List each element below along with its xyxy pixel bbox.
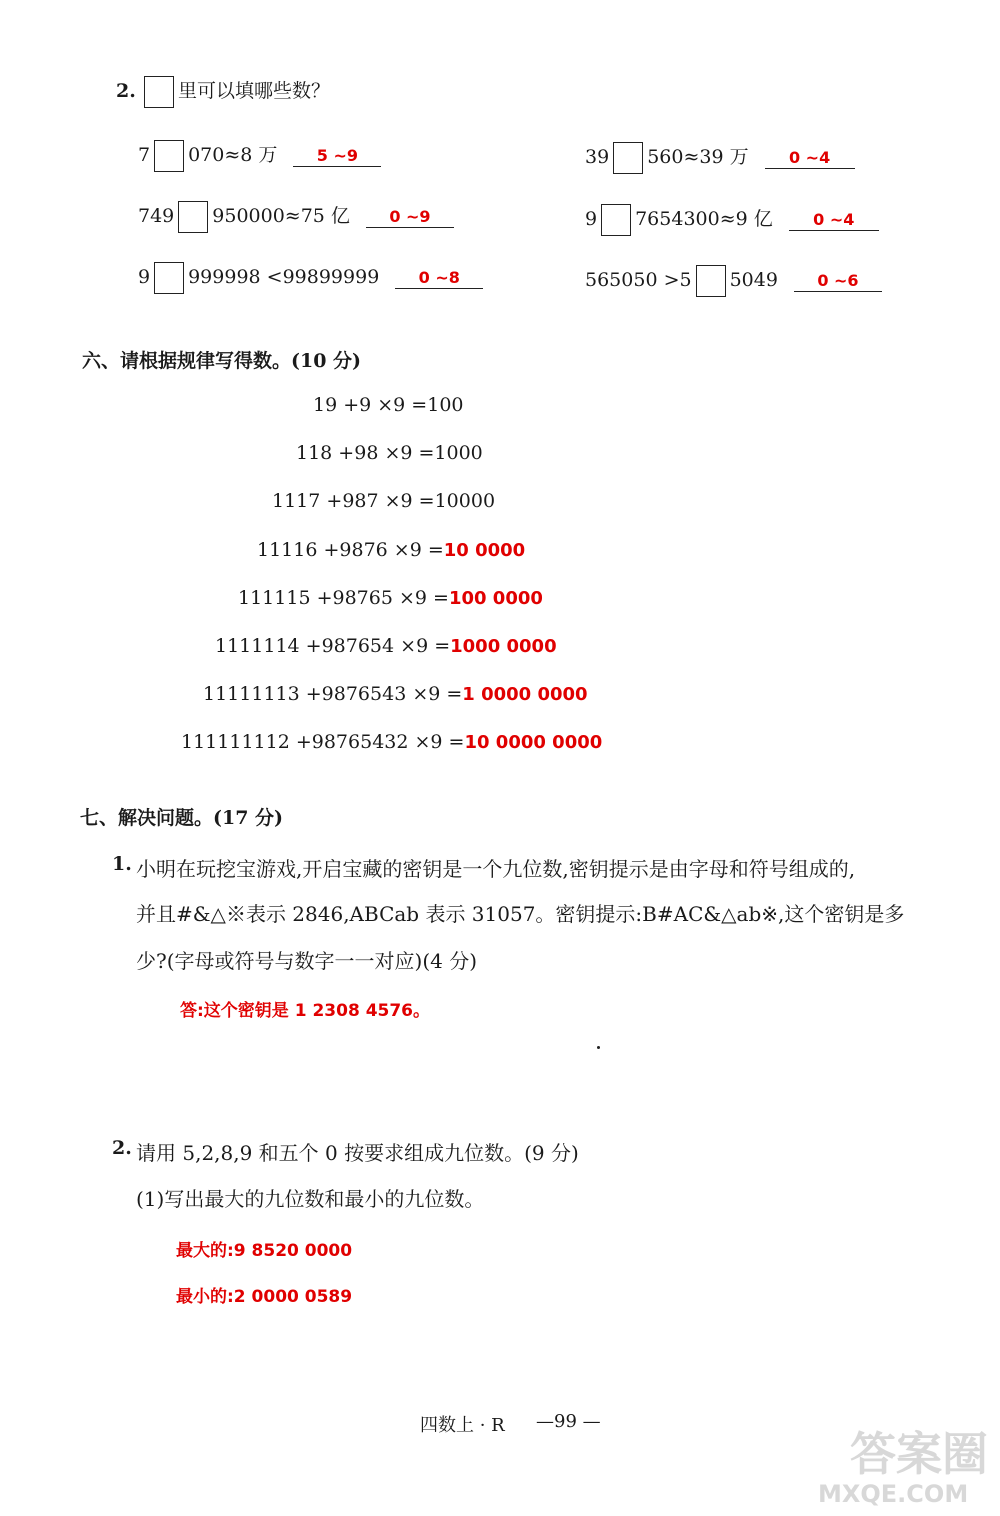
equation-2: 118 +98 ×9 =1000 bbox=[296, 442, 483, 464]
equation-answer-7: 1 0000 0000 bbox=[462, 684, 588, 705]
q2-prompt bbox=[140, 76, 330, 108]
equation-answer-6: 1000 0000 bbox=[450, 636, 557, 657]
s7-q1-answer: 答:这个密钥是 1 2308 4576。 bbox=[180, 1001, 431, 1021]
q2-item-6: 565050 >5 5049 0 ~6 bbox=[585, 265, 882, 297]
equation-3: 1117 +987 ×9 =10000 bbox=[272, 490, 496, 512]
q2-item-2: 39 560≈39 万 0 ~4 bbox=[585, 142, 855, 174]
s7-q2-number: 2. bbox=[112, 1137, 132, 1159]
page-number: —99 — bbox=[536, 1411, 601, 1432]
prompt-box-icon bbox=[144, 76, 174, 108]
watermark-url: MXQE.COM bbox=[818, 1480, 969, 1508]
s7-q2-min-answer: 最小的:2 0000 0589 bbox=[176, 1287, 353, 1307]
stray-dot bbox=[597, 1046, 600, 1049]
s7-q1-line2: 并且#&△※表示 2846,ABCab 表示 31057。密钥提示:B#AC&△ab※,这个密钥是多 bbox=[136, 902, 905, 926]
q2-number: 2. bbox=[116, 80, 136, 102]
q2-item-5: 9 999998 <99899999 0 ~8 bbox=[138, 262, 483, 294]
s7-q2-text: 请用 5,2,8,9 和五个 0 按要求组成九位数。(9 分) bbox=[136, 1141, 579, 1165]
answer-box[interactable] bbox=[613, 142, 643, 174]
q2-item-3: 749 950000≈75 亿 0 ~9 bbox=[138, 201, 454, 233]
answer-box[interactable] bbox=[154, 140, 184, 172]
s7-q1-line3: 少?(字母或符号与数字一一对应)(4 分) bbox=[136, 949, 478, 973]
answer-box[interactable] bbox=[601, 204, 631, 236]
q2-answer-6: 0 ~6 bbox=[817, 271, 859, 290]
q2-item-4: 9 7654300≈9 亿 0 ~4 bbox=[585, 204, 879, 236]
q2-prompt-text: 里可以填哪些数？ bbox=[178, 80, 331, 102]
answer-box[interactable] bbox=[154, 262, 184, 294]
answer-box[interactable] bbox=[178, 201, 208, 233]
s7-q1-line1: 小明在玩挖宝游戏,开启宝藏的密钥是一个九位数,密钥提示是由字母和符号组成的, bbox=[136, 857, 856, 881]
q2-answer-3: 0 ~9 bbox=[389, 207, 431, 226]
footer-label: 四数上 · R bbox=[420, 1415, 505, 1436]
q2-answer-1: 5 ~9 bbox=[316, 146, 359, 165]
section7-title: 七、解决问题。(17 分) bbox=[80, 807, 284, 829]
equation-6: 1111114 +987654 ×9 =1000 0000 bbox=[215, 635, 557, 657]
equation-7: 11111113 +9876543 ×9 =1 0000 0000 bbox=[203, 683, 588, 705]
equation-answer-5: 100 0000 bbox=[448, 588, 543, 609]
q2-answer-5: 0 ~8 bbox=[418, 268, 460, 287]
equation-1: 19 +9 ×9 =100 bbox=[313, 394, 464, 416]
s7-q2-max-answer: 最大的:9 8520 0000 bbox=[176, 1241, 353, 1261]
equation-4: 11116 +9876 ×9 =10 0000 bbox=[257, 539, 526, 561]
equation-answer-4: 10 0000 bbox=[443, 540, 526, 561]
equation-answer-8: 10 0000 0000 bbox=[464, 732, 603, 753]
q2-item-1: 7 070≈8 万 5 ~9 bbox=[138, 140, 381, 172]
q2-answer-4: 0 ~4 bbox=[813, 210, 855, 229]
s7-q1-number: 1. bbox=[112, 853, 132, 875]
equation-5: 111115 +98765 ×9 =100 0000 bbox=[238, 587, 543, 609]
equation-8: 111111112 +98765432 ×9 =10 0000 0000 bbox=[181, 731, 603, 753]
section6-title: 六、请根据规律写得数。(10 分) bbox=[82, 350, 362, 372]
s7-q2-sub1: (1)写出最大的九位数和最小的九位数。 bbox=[136, 1187, 485, 1211]
q2-answer-2: 0 ~4 bbox=[788, 148, 831, 167]
answer-box[interactable] bbox=[696, 265, 726, 297]
watermark-logo: 答案圈 bbox=[850, 1427, 988, 1481]
